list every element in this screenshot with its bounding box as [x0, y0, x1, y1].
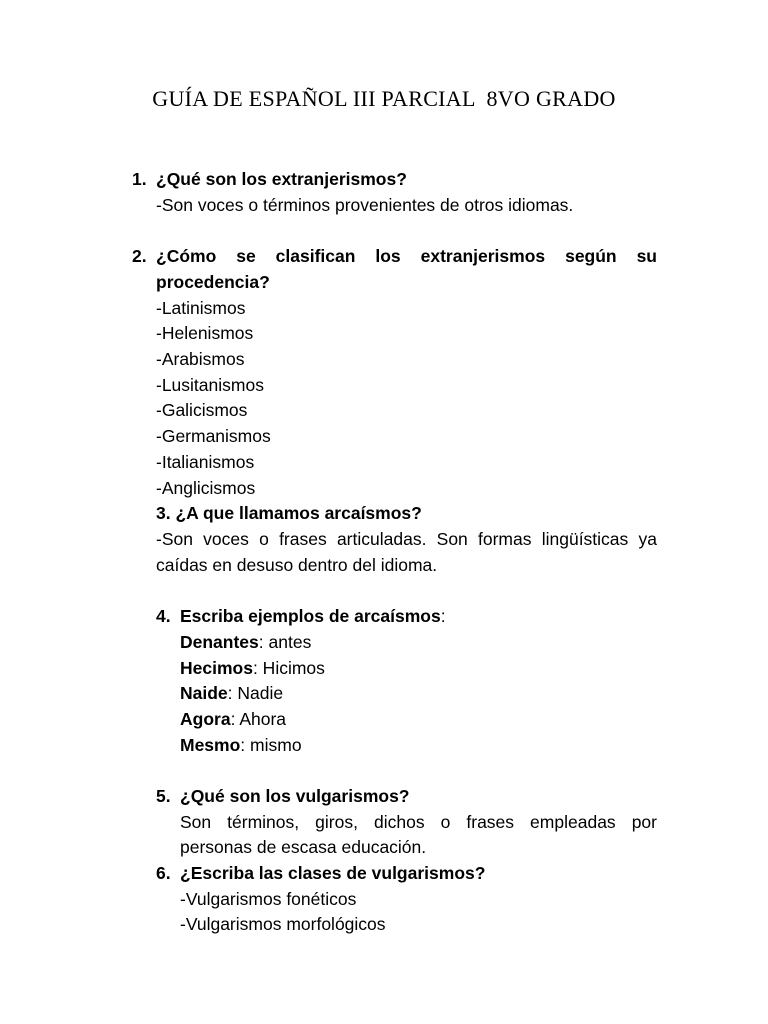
- question-1-text: ¿Qué son los extranjerismos?: [156, 169, 407, 189]
- question-3-answer-line2: caídas en desuso dentro del idioma.: [156, 555, 438, 575]
- example-term: Hecimos: [180, 658, 253, 678]
- question-3-answer-line1: -Son voces o frases articuladas. Son formas lingüísticas ya: [156, 529, 657, 549]
- example-term: Naide: [180, 683, 228, 703]
- list-item: -Italianismos: [156, 452, 255, 472]
- question-4-suffix: :: [440, 606, 446, 626]
- question-4-text: Escriba ejemplos de arcaísmos: [180, 606, 441, 626]
- example-term: Denantes: [180, 632, 259, 652]
- example-item: [180, 657, 325, 679]
- question-5-text: ¿Qué son los vulgarismos?: [180, 786, 410, 806]
- question-5-answer-line1: Son términos, giros, dichos o frases empleadas por: [180, 812, 657, 832]
- question-2-text-line2: procedencia?: [156, 272, 270, 292]
- question-1-number: 1.: [132, 169, 147, 189]
- list-item: -Latinismos: [156, 298, 246, 318]
- question-4-number: 4.: [156, 606, 171, 626]
- question-4-heading: [180, 605, 446, 627]
- example-meaning: : Hicimos: [252, 658, 325, 678]
- list-item: -Galicismos: [156, 400, 248, 420]
- list-item: -Arabismos: [156, 349, 245, 369]
- question-5-answer-line2: personas de escasa educación.: [180, 837, 427, 857]
- example-term: Mesmo: [180, 735, 241, 755]
- example-item: [180, 708, 286, 730]
- list-item: -Anglicismos: [156, 478, 256, 498]
- question-6-number: 6.: [156, 863, 171, 883]
- question-1-answer: -Son voces o términos provenientes de otros idiomas.: [156, 195, 574, 215]
- list-item: -Germanismos: [156, 426, 271, 446]
- question-6-text: ¿Escriba las clases de vulgarismos?: [180, 863, 486, 883]
- page-title: GUÍA DE ESPAÑOL III PARCIAL 8VO GRADO: [152, 86, 616, 111]
- example-term: Agora: [180, 709, 231, 729]
- example-meaning: : Nadie: [227, 683, 284, 703]
- example-item: [180, 631, 311, 653]
- question-3-text: 3. ¿A que llamamos arcaísmos?: [156, 503, 422, 523]
- example-item: [180, 682, 283, 704]
- example-meaning: : Ahora: [230, 709, 287, 729]
- example-item: [180, 734, 302, 756]
- example-meaning: : mismo: [240, 735, 302, 755]
- question-5-number: 5.: [156, 786, 171, 806]
- list-item: -Lusitanismos: [156, 375, 264, 395]
- list-item: -Vulgarismos morfológicos: [180, 914, 386, 934]
- list-item: -Helenismos: [156, 323, 254, 343]
- example-meaning: : antes: [258, 632, 312, 652]
- question-2-text-line1: ¿Cómo se clasifican los extranjerismos según su: [156, 246, 657, 266]
- question-2-number: 2.: [132, 246, 147, 266]
- list-item: -Vulgarismos fonéticos: [180, 889, 357, 909]
